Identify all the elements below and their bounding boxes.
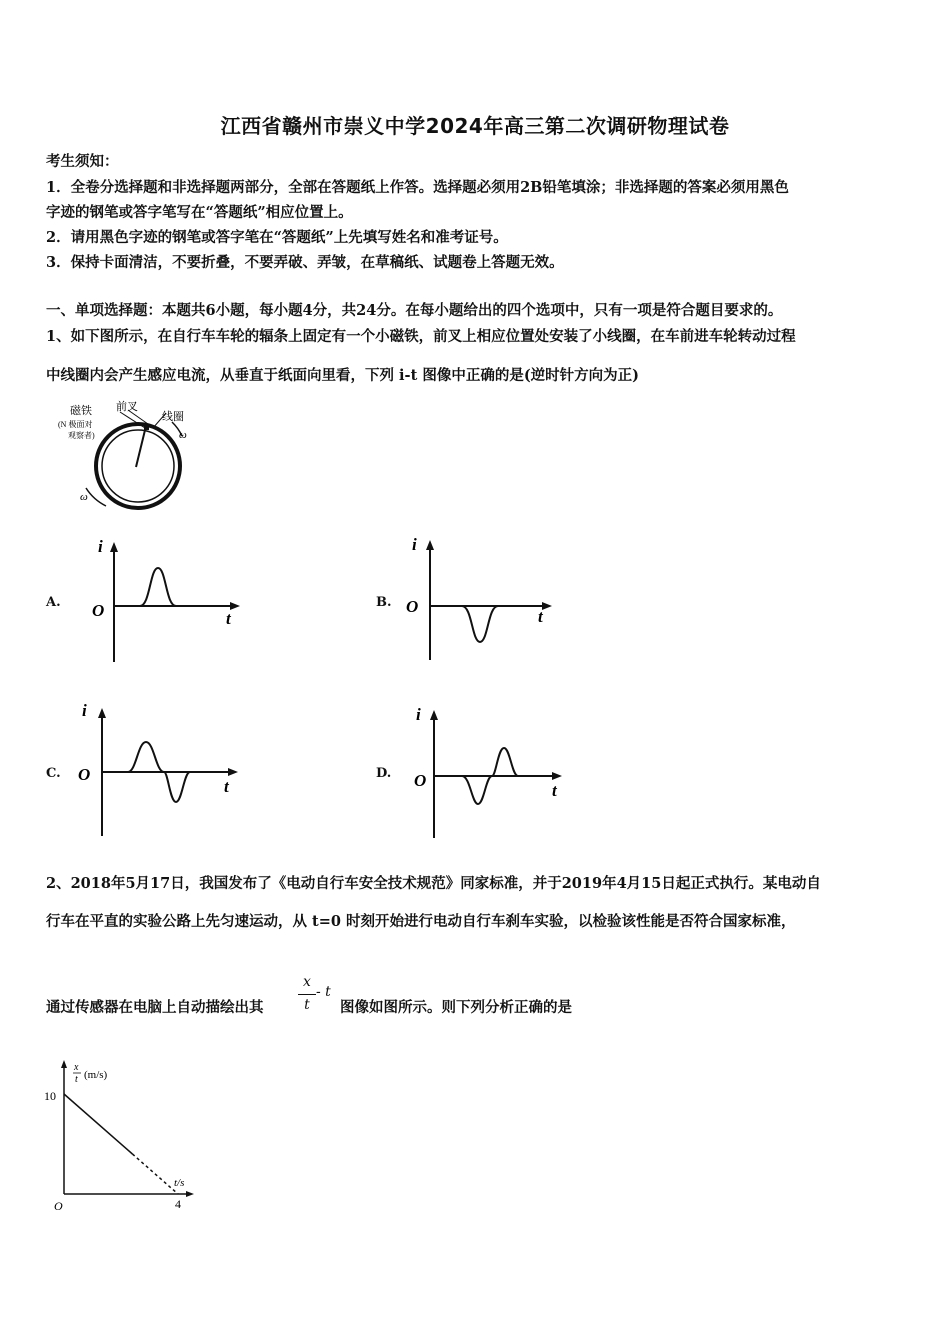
xt-graph-y-arrow xyxy=(61,1060,67,1068)
xt-graph-ylabel-unit: (m/s) xyxy=(84,1069,108,1081)
question-2-line-2: 行车在平直的实验公路上先匀速运动，从 t=0 时刻开始进行电动自行车刹车实验，以检验该性能是否符合国家标准， xyxy=(46,913,796,930)
option-b-y-label: i xyxy=(412,536,417,554)
xt-graph-line-dashed xyxy=(132,1154,178,1194)
fraction-tail: - t xyxy=(316,984,331,1000)
notice-item-1-cont: 字迹的钢笔或答字笔写在“答题纸”相应位置上。 xyxy=(46,204,353,221)
question-2-line-3a: 通过传感器在电脑上自动描绘出其 xyxy=(46,999,264,1016)
option-c-x-label: t xyxy=(224,777,229,796)
option-d-x-label: t xyxy=(552,781,557,800)
option-a-graph xyxy=(88,538,248,668)
xt-graph-ylabel-den: t xyxy=(75,1074,78,1085)
question-1-line-1: 1、如下图所示，在自行车车轮的辐条上固定有一个小磁铁，前叉上相应位置处安装了小线圈，在车前进车轮转动过程 xyxy=(46,328,796,345)
option-b-origin: O xyxy=(406,597,419,616)
notice-heading: 考生须知： xyxy=(46,153,119,170)
question-1-line-2: 中线圈内会产生感应电流，从垂直于纸面向里看，下列 i-t 图像中正确的是(逆时针方向为正) xyxy=(46,367,640,384)
notice-item-1: 1．全卷分选择题和非选择题两部分，全部在答题纸上作答。选择题必须用2B铅笔填涂；非选择题的答案必须用黑色 xyxy=(46,179,789,196)
option-d-origin: O xyxy=(414,771,427,790)
exam-title: 江西省赣州市崇义中学2024年高三第二次调研物理试卷 xyxy=(220,114,730,138)
xt-graph-line-solid xyxy=(64,1094,132,1154)
xt-graph-y-tick: 10 xyxy=(44,1089,56,1103)
omega-label-right: ω xyxy=(179,429,187,441)
notice-item-2: 2．请用黑色字迹的钢笔或答字笔在“答题纸”上先填写姓名和准考证号。 xyxy=(46,229,508,246)
fraction-numerator: x xyxy=(303,974,311,990)
option-c-origin: O xyxy=(78,765,91,784)
xt-graph-origin: O xyxy=(54,1199,63,1210)
notice-item-3: 3．保持卡面清洁，不要折叠，不要弄破、弄皱，在草稿纸、试题卷上答题无效。 xyxy=(46,254,564,271)
xt-graph-x-tick: 4 xyxy=(175,1197,181,1210)
wheel-figure xyxy=(48,398,208,513)
option-c-letter: C. xyxy=(46,766,61,781)
section-heading: 一、单项选择题：本题共6小题，每小题4分，共24分。在每小题给出的四个选项中，只有一项是符合题目要求的。 xyxy=(46,302,783,319)
option-b-letter: B. xyxy=(376,595,392,610)
option-a-y-label: i xyxy=(98,538,103,556)
option-c-graph xyxy=(76,700,246,840)
fork-label: 前叉 xyxy=(116,401,138,413)
option-a-letter: A. xyxy=(46,595,61,610)
fraction-bar xyxy=(298,994,316,995)
fraction-denominator: t xyxy=(304,997,310,1013)
xt-graph-x-arrow xyxy=(186,1191,194,1197)
question-2-line-3b: 图像如图所示。则下列分析正确的是 xyxy=(340,999,572,1016)
option-b-x-label: t xyxy=(538,607,543,626)
xt-graph-x-label: t/s xyxy=(174,1177,185,1189)
option-b-graph xyxy=(398,536,558,666)
magnet-note-1: (N 极面对 xyxy=(58,420,93,429)
option-d-y-label: i xyxy=(416,705,421,724)
xt-t-graph xyxy=(40,1060,210,1210)
option-c-y-label: i xyxy=(82,701,87,720)
coil-label: 线圈 xyxy=(162,411,184,423)
question-2-line-1: 2、2018年5月17日，我国发布了《电动自行车安全技术规范》同家标准，并于2019年4月15日起正式执行。某电动自 xyxy=(46,875,821,892)
option-a-x-label: t xyxy=(226,609,231,628)
magnet-label: 磁铁 xyxy=(70,405,92,417)
option-a-origin: O xyxy=(92,601,105,620)
option-d-letter: D. xyxy=(376,766,392,781)
omega-label-left: ω xyxy=(80,491,88,503)
xt-graph-ylabel-num: x xyxy=(74,1062,79,1073)
magnet-note-2: 观察者) xyxy=(68,431,95,440)
option-d-graph xyxy=(406,702,576,842)
